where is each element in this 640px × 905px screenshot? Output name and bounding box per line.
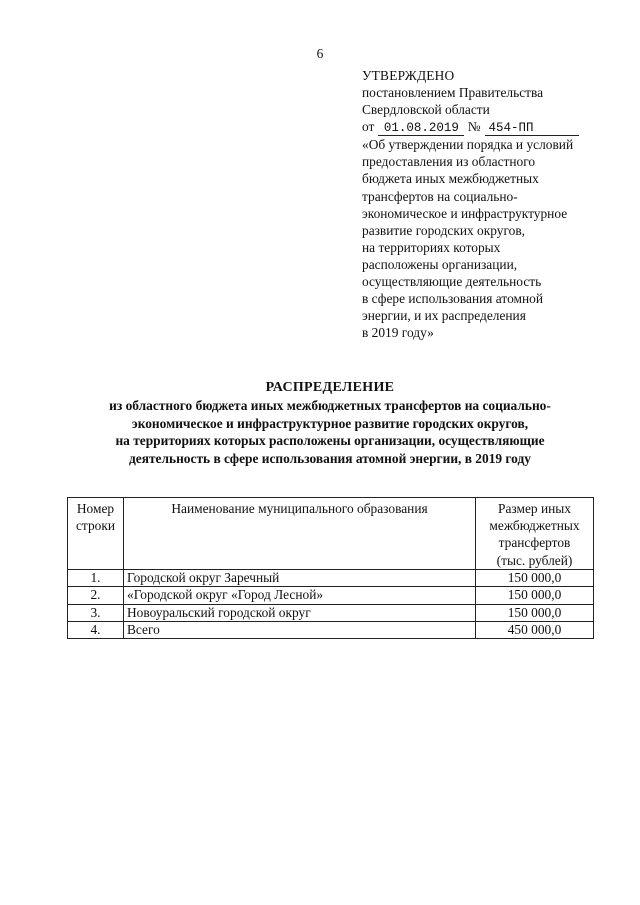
approval-line-2: Свердловской области (362, 102, 490, 118)
document-title (40, 379, 620, 468)
subject-line: в сфере использования атомной (362, 291, 544, 307)
approval-date: 01.08.2019 (378, 121, 464, 136)
subject-line: «Об утверждении порядка и условий (362, 137, 574, 153)
approval-date-line (362, 118, 632, 136)
approval-line-1: постановлением Правительства (362, 85, 544, 101)
row-number: 2. (68, 587, 124, 604)
row-amount: 150 000,0 (476, 604, 594, 621)
title-line: деятельность в сфере использования атомной энергии, в 2019 году (129, 451, 531, 467)
table-row (68, 622, 594, 639)
subject-line: энергии, и их распределения (362, 308, 526, 324)
subject-line: экономическое и инфраструктурное (362, 205, 568, 221)
subject-line: предоставления из областного (362, 154, 536, 170)
table-row (68, 569, 594, 586)
header-text: межбюджетных (489, 518, 580, 534)
subject-line: трансфертов на социально- (362, 188, 518, 204)
table-row (68, 587, 594, 604)
header-amount (476, 498, 594, 570)
page-number: 6 (316, 46, 324, 61)
header-text: Номер (76, 501, 115, 516)
row-number: 4. (68, 622, 124, 639)
approval-block (362, 67, 632, 341)
title-main: РАСПРЕДЕЛЕНИЕ (265, 380, 395, 395)
subject-line: на территориях которых (362, 239, 501, 255)
header-text: Размер иных (498, 501, 571, 516)
date-prefix: от (362, 119, 375, 135)
row-municipality: Городской округ Заречный (124, 569, 476, 586)
approval-heading: УТВЕРЖДЕНО (362, 68, 455, 83)
table-row (68, 604, 594, 621)
approval-number: 454-ПП (485, 121, 579, 136)
row-amount: 450 000,0 (476, 622, 594, 639)
row-number: 1. (68, 569, 124, 586)
row-amount: 150 000,0 (476, 587, 594, 604)
subject-line: в 2019 году» (362, 325, 434, 341)
row-municipality: «Городской округ «Город Лесной» (124, 587, 476, 604)
title-line: на территориях которых расположены организации, осуществляющие (115, 433, 545, 449)
subject-line: расположены организации, (362, 256, 518, 272)
title-line: экономическое и инфраструктурное развитие городских округов, (131, 415, 529, 431)
number-prefix: № (467, 119, 481, 135)
row-amount: 150 000,0 (476, 569, 594, 586)
row-municipality: Всего (124, 622, 476, 639)
table-header-row (68, 498, 594, 570)
header-text: строки (75, 518, 116, 534)
row-municipality: Новоуральский городской округ (124, 604, 476, 621)
header-text: (тыс. рублей) (496, 552, 573, 568)
row-number: 3. (68, 604, 124, 621)
subject-line: бюджета иных межбюджетных (362, 171, 539, 187)
header-row-number (68, 498, 124, 570)
header-municipality: Наименование муниципального образования (124, 498, 476, 570)
subject-line: осуществляющие деятельность (362, 274, 542, 290)
header-text: трансфертов (498, 535, 571, 551)
distribution-table (67, 497, 594, 639)
title-line: из областного бюджета иных межбюджетных трансфертов на социально- (109, 397, 551, 413)
subject-line: развитие городских округов, (362, 222, 525, 238)
